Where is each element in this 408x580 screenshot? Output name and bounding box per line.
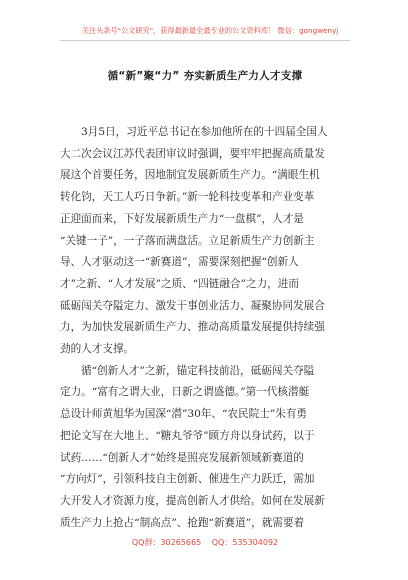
footer-qq: QQ：535304092 [211, 538, 279, 547]
body-line: “方向灯”，引领科技自主创新、催进生产力跃迁，需加 [60, 473, 315, 486]
body-line: “关键一子”，一子落而满盘活。立足新质生产力创新主 [60, 234, 315, 247]
body-line: 大二次会议江苏代表团审议时强调，要牢牢把握高质量发 [60, 147, 325, 160]
document-body [60, 122, 350, 534]
body-line: 劲的人才支撑。 [60, 343, 135, 356]
header-divider [60, 40, 350, 41]
body-line: 展这个首要任务，因地制宜发展新质生产力。“满眼生机 [60, 169, 320, 182]
body-line: 才”之新、“人才发展”之质、“四链融合”之力，进而 [60, 277, 299, 290]
body-line: 导、人才驱动这一“新赛道”，需要深刻把握“创新人 [60, 256, 299, 269]
body-line: 循“创新人才”之新，锚定科技前沿，砥砺闯关夺隘 [81, 364, 315, 377]
body-line: 质生产力上抢占“制高点”、抢跑“新赛道”，就需要着 [60, 516, 305, 529]
body-line: 砥砺闯关夺隘定力、激发干事创业活力、凝聚协同发展合 [60, 299, 325, 312]
document-title: 循“新”聚“力” 夯实新质生产力人才支撑 [107, 70, 303, 82]
header-promo-text: 关注头条号"公文研究"，获得最新最全最专业的公文资料库！ 微信：gongwenyj [81, 26, 339, 35]
body-line: 定力。“富有之谓大业，日新之谓盛德。”第一代核潜艇 [60, 386, 310, 399]
body-line: 力，为加快发展新质生产力、推动高质量发展提供持续强 [60, 321, 325, 334]
body-line: 大开发人才资源力度，提高创新人才供给。如何在发展新 [60, 494, 325, 507]
body-line: 3月5日，习近平总书记在参加他所在的十四届全国人 [81, 126, 328, 138]
body-line: 试药……“创新人才”始终是照亮发展新领域新赛道的 [60, 451, 304, 464]
body-line: 把论文写在大地上、“糖丸爷爷”顾方舟以身试药，以于 [60, 429, 315, 442]
body-line: 转化钧，天工人巧日争新。”新一轮科技变革和产业变革 [60, 191, 315, 204]
footer-qq-group: QQ群：30265665 [131, 538, 202, 547]
footer-contact [60, 537, 350, 548]
body-line: 总设计师黄旭华为国深“潜”30年、“农民院士”朱有勇 [60, 408, 308, 421]
body-line: 正迎面而来，下好发展新质生产力“一盘棋”，人才是 [60, 212, 304, 225]
